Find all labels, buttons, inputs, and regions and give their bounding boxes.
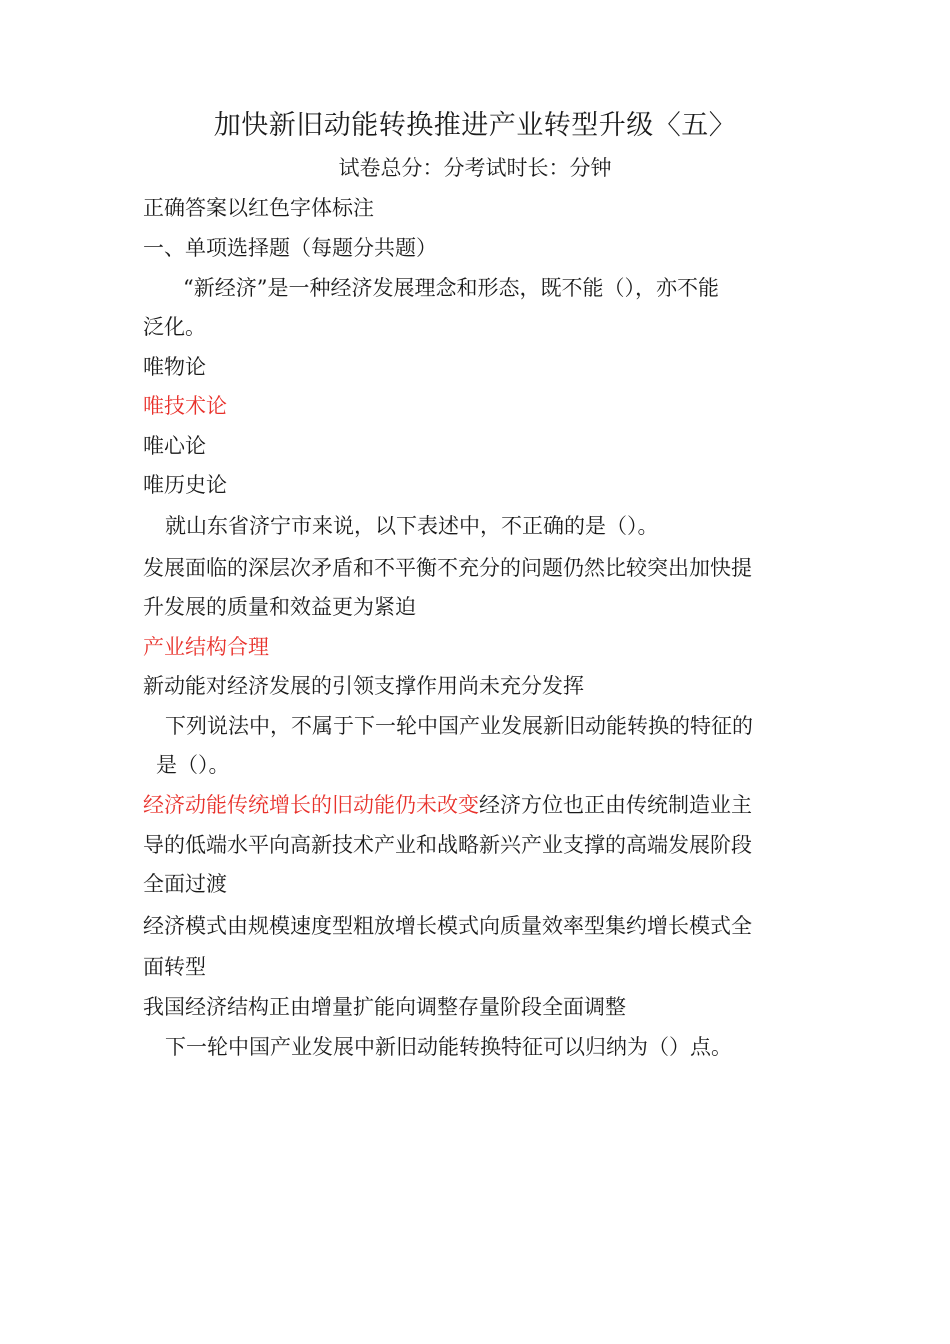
page-title: 加快新旧动能转换推进产业转型升级〈五〉 xyxy=(213,110,737,141)
question-3-option-line xyxy=(143,789,752,821)
section-heading: 一、单项选择题（每题分共题） xyxy=(143,236,437,260)
question-1-option-3: 唯心论 xyxy=(143,434,206,458)
question-4-stem: 下一轮中国产业发展中新旧动能转换特征可以归纳为（）点。 xyxy=(165,1035,732,1059)
question-3-option-3: 经济模式由规模速度型粗放增长模式向质量效率型集约增长模式全 xyxy=(143,914,752,938)
question-3-option-1-correct: 经济动能传统增长的旧动能仍未改变 xyxy=(143,793,479,817)
question-3-option-2: 经济方位也正由传统制造业主 xyxy=(479,793,752,817)
question-1-option-1: 唯物论 xyxy=(143,355,206,379)
question-2-option-3: 新动能对经济发展的引领支撑作用尚未充分发挥 xyxy=(143,674,584,698)
question-3-option-2-continued-2: 全面过渡 xyxy=(143,872,227,896)
question-3-stem-continued: 是（）。 xyxy=(156,753,230,777)
question-1-stem-continued: 泛化。 xyxy=(143,315,206,339)
question-3-option-2-continued: 导的低端水平向高新技术产业和战略新兴产业支撑的高端发展阶段 xyxy=(143,833,752,857)
question-2-option-1-continued: 升发展的质量和效益更为紧迫 xyxy=(143,595,416,619)
question-1-option-2-correct: 唯技术论 xyxy=(143,394,227,418)
exam-info: 试卷总分：分考试时长：分钟 xyxy=(338,156,612,180)
question-1-option-4: 唯历史论 xyxy=(143,473,227,497)
question-3-option-3-continued: 面转型 xyxy=(143,955,206,979)
question-2-stem: 就山东省济宁市来说，以下表述中，不正确的是（）。 xyxy=(165,514,659,538)
question-2-option-2-correct: 产业结构合理 xyxy=(143,635,269,659)
question-3-stem: 下列说法中，不属于下一轮中国产业发展新旧动能转换的特征的 xyxy=(165,714,753,738)
answer-note: 正确答案以红色字体标注 xyxy=(143,196,374,220)
question-1-stem: “新经济”是一种经济发展理念和形态，既不能（），亦不能 xyxy=(183,276,719,300)
question-2-option-1: 发展面临的深层次矛盾和不平衡不充分的问题仍然比较突出加快提 xyxy=(143,556,752,580)
question-3-option-4: 我国经济结构正由增量扩能向调整存量阶段全面调整 xyxy=(143,995,626,1019)
